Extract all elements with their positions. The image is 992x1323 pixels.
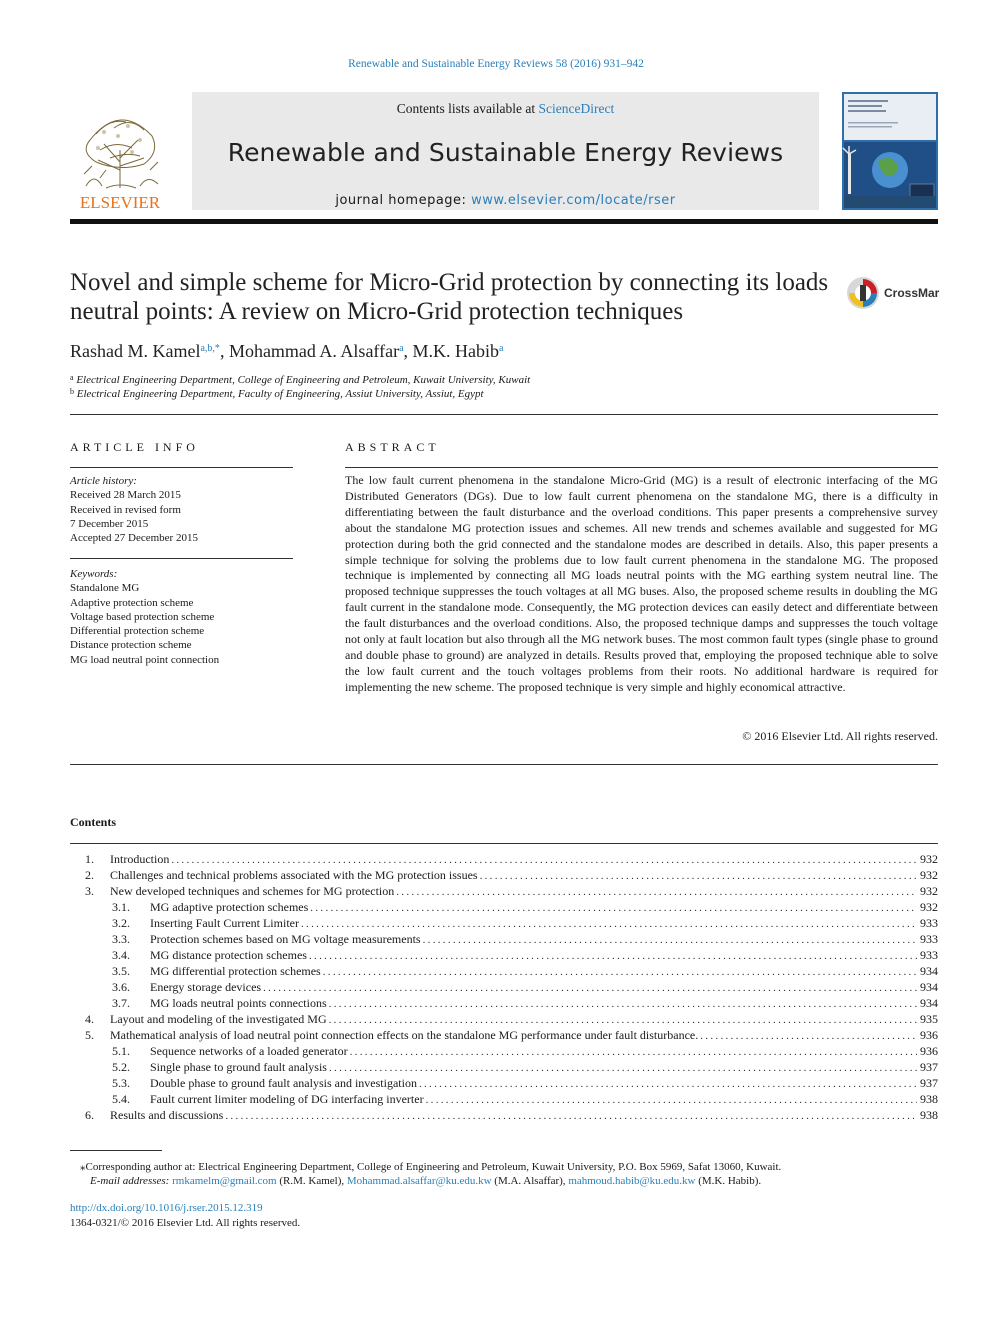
toc-row[interactable]	[70, 1107, 938, 1123]
divider	[70, 843, 938, 844]
toc-number: 2.	[85, 868, 94, 882]
toc-title[interactable]: New developed techniques and schemes for MG protection	[110, 884, 395, 898]
journal-homepage-line	[192, 193, 819, 208]
toc-number: 6.	[85, 1108, 94, 1122]
author-name[interactable]: Mohammad A. Alsaffar	[228, 341, 400, 361]
toc-entry[interactable]	[110, 1011, 938, 1028]
toc-entry[interactable]	[150, 963, 938, 980]
toc-entry[interactable]	[110, 867, 938, 884]
email-link[interactable]: Mohammad.alsaffar@ku.edu.kw	[346, 1175, 492, 1187]
toc-title[interactable]: Mathematical analysis of load neutral point connection effects on the standalone MG performance under fault disturbance.	[110, 1028, 699, 1042]
toc-title[interactable]: MG differential protection schemes	[150, 964, 321, 978]
elsevier-logo	[70, 100, 170, 212]
toc-page-number: 936	[920, 1028, 938, 1042]
toc-row[interactable]	[70, 1011, 938, 1027]
copyright-notice: © 2016 Elsevier Ltd. All rights reserved.	[742, 729, 938, 743]
toc-entry[interactable]	[150, 947, 938, 964]
sciencedirect-link[interactable]: ScienceDirect	[538, 101, 615, 116]
toc-number: 5.1.	[112, 1044, 130, 1058]
toc-number: 3.6.	[112, 980, 130, 994]
toc-page-number: 932	[920, 884, 938, 898]
email-link[interactable]: mahmoud.habib@ku.edu.kw	[568, 1175, 696, 1187]
table-of-contents	[70, 851, 938, 1123]
toc-row[interactable]	[70, 883, 938, 899]
divider	[70, 764, 938, 765]
toc-row[interactable]	[70, 867, 938, 883]
toc-leader-dots	[263, 980, 917, 996]
toc-leader-dots	[426, 1092, 917, 1108]
toc-row[interactable]	[70, 1043, 938, 1059]
history-line: Received 28 March 2015	[70, 489, 181, 502]
email-label: E-mail addresses:	[90, 1175, 170, 1187]
toc-number: 3.4.	[112, 948, 130, 962]
toc-entry[interactable]	[150, 915, 938, 932]
toc-number: 5.	[85, 1028, 94, 1042]
toc-number: 3.3.	[112, 932, 130, 946]
toc-entry[interactable]	[110, 851, 938, 868]
toc-number: 3.	[85, 884, 94, 898]
divider	[70, 558, 293, 559]
toc-number: 3.2.	[112, 916, 130, 930]
history-line: 7 December 2015	[70, 517, 149, 530]
toc-row[interactable]	[70, 995, 938, 1011]
contents-heading: Contents	[70, 815, 117, 829]
affiliation-mark: a	[70, 373, 74, 382]
toc-row[interactable]	[70, 947, 938, 963]
homepage-link[interactable]: www.elsevier.com/locate/rser	[471, 193, 676, 208]
keywords	[70, 567, 219, 667]
toc-row[interactable]	[70, 1091, 938, 1107]
toc-title[interactable]: Fault current limiter modeling of DG interfacing inverter	[150, 1092, 424, 1106]
article-history	[70, 474, 198, 545]
contents-available-line	[192, 101, 819, 117]
toc-number: 4.	[85, 1012, 94, 1026]
author-marks[interactable]: a	[399, 343, 404, 354]
divider	[70, 414, 938, 415]
toc-title[interactable]: MG distance protection schemes	[150, 948, 307, 962]
toc-page-number: 938	[920, 1092, 938, 1106]
homepage-prefix: journal homepage:	[335, 193, 472, 208]
toc-row[interactable]	[70, 979, 938, 995]
toc-leader-dots	[329, 996, 917, 1012]
toc-row[interactable]	[70, 931, 938, 947]
email-owner: (M.K. Habib).	[698, 1175, 762, 1187]
toc-entry[interactable]	[110, 883, 938, 900]
elsevier-wordmark: ELSEVIER	[79, 193, 161, 212]
toc-title[interactable]: MG loads neutral points connections	[150, 996, 327, 1010]
toc-number: 5.3.	[112, 1076, 130, 1090]
article-title: Novel and simple scheme for Micro-Grid protection by connecting its loads neutral points: A review on Micro-Grid protection techniques	[70, 269, 829, 325]
contents-prefix: Contents lists available at	[396, 101, 539, 116]
issn-line: 1364-0321/© 2016 Elsevier Ltd. All rights reserved.	[70, 1217, 301, 1229]
toc-leader-dots	[310, 900, 917, 916]
history-line: Accepted 27 December 2015	[70, 532, 198, 545]
toc-page-number: 937	[920, 1076, 938, 1090]
toc-row[interactable]	[70, 963, 938, 979]
footnote-divider	[70, 1150, 162, 1151]
keyword: MG load neutral point connection	[70, 653, 220, 666]
toc-title[interactable]: Sequence networks of a loaded generator	[150, 1044, 348, 1058]
toc-title[interactable]: Single phase to ground fault analysis	[150, 1060, 327, 1074]
toc-page-number: 932	[920, 868, 938, 882]
affiliation-mark: b	[70, 387, 74, 396]
affiliation-text: Electrical Engineering Department, Faculty of Engineering, Assiut University, Assiut, Egypt	[76, 388, 484, 400]
email-owner: (R.M. Kamel),	[279, 1175, 345, 1187]
toc-row[interactable]	[70, 851, 938, 867]
toc-row[interactable]	[70, 899, 938, 915]
toc-title[interactable]: Inserting Fault Current Limiter	[150, 916, 299, 930]
author-name[interactable]: Rashad M. Kamel	[70, 341, 201, 361]
toc-number: 3.5.	[112, 964, 130, 978]
toc-leader-dots	[225, 1108, 917, 1124]
toc-page-number: 933	[920, 916, 938, 930]
toc-entry[interactable]	[150, 995, 938, 1012]
toc-leader-dots	[309, 948, 917, 964]
toc-page-number: 932	[920, 900, 938, 914]
toc-page-number: 933	[920, 932, 938, 946]
toc-entry[interactable]	[150, 979, 938, 996]
toc-title[interactable]: Protection schemes based on MG voltage measurements	[150, 932, 421, 946]
abstract-heading: ABSTRACT	[345, 440, 440, 454]
toc-entry[interactable]	[110, 1107, 938, 1124]
keyword: Voltage based protection scheme	[70, 610, 215, 623]
affiliation	[70, 387, 484, 400]
toc-page-number: 933	[920, 948, 938, 962]
affiliation-text: Electrical Engineering Department, College of Engineering and Petroleum, Kuwait University, Kuwait	[76, 374, 531, 386]
toc-entry[interactable]	[150, 1043, 938, 1060]
toc-number: 3.7.	[112, 996, 130, 1010]
toc-page-number: 938	[920, 1108, 938, 1122]
journal-cover-image	[842, 92, 938, 210]
toc-row[interactable]	[70, 1075, 938, 1091]
toc-leader-dots	[350, 1044, 917, 1060]
author-separator: ,	[403, 341, 413, 361]
toc-entry[interactable]	[110, 1027, 938, 1044]
keywords-label: Keywords:	[70, 568, 118, 580]
toc-page-number: 932	[920, 852, 938, 866]
toc-leader-dots	[700, 1028, 917, 1044]
toc-leader-dots	[480, 868, 917, 884]
divider	[70, 467, 293, 468]
toc-number: 5.2.	[112, 1060, 130, 1074]
toc-title[interactable]: Layout and modeling of the investigated MG	[110, 1012, 327, 1026]
history-label: Article history:	[70, 475, 137, 487]
corresponding-author-note: ⁎Corresponding author at: Electrical Engineering Department, College of Engineering and Petroleum, Kuwait University, P.O. Box 5969, Safat 13060, Kuwait.	[80, 1161, 782, 1173]
header-rule	[70, 219, 938, 224]
toc-entry[interactable]	[150, 1091, 938, 1108]
crossmark-label: CrossMark	[884, 286, 940, 300]
email-link[interactable]: rmkamelm@gmail.com	[172, 1175, 277, 1187]
toc-page-number: 934	[920, 964, 938, 978]
affiliation	[70, 373, 530, 386]
doi-link[interactable]: http://dx.doi.org/10.1016/j.rser.2015.12.319	[70, 1202, 263, 1214]
toc-row[interactable]	[70, 1027, 938, 1043]
author-list	[70, 341, 503, 362]
toc-entry[interactable]	[150, 899, 938, 916]
author-marks[interactable]: a	[499, 343, 504, 354]
toc-title[interactable]: Double phase to ground fault analysis and investigation	[150, 1076, 417, 1090]
toc-page-number: 936	[920, 1044, 938, 1058]
toc-page-number: 934	[920, 996, 938, 1010]
keyword: Standalone MG	[70, 582, 140, 595]
toc-title[interactable]: Challenges and technical problems associated with the MG protection issues	[110, 868, 478, 882]
toc-page-number: 935	[920, 1012, 938, 1026]
toc-leader-dots	[396, 884, 917, 900]
keyword: Distance protection scheme	[70, 639, 192, 652]
author-marks[interactable]: a,b,*	[200, 343, 220, 354]
toc-leader-dots	[419, 1076, 917, 1092]
journal-citation[interactable]: Renewable and Sustainable Energy Reviews 58 (2016) 931–942	[348, 58, 644, 70]
article-info-heading: ARTICLE INFO	[70, 440, 199, 454]
toc-leader-dots	[171, 852, 917, 868]
toc-number: 5.4.	[112, 1092, 130, 1106]
email-addresses	[90, 1175, 940, 1187]
toc-leader-dots	[301, 916, 917, 932]
toc-title[interactable]: Results and discussions	[110, 1108, 224, 1122]
toc-leader-dots	[329, 1060, 917, 1076]
toc-title[interactable]: Energy storage devices	[150, 980, 262, 994]
author-name[interactable]: M.K. Habib	[412, 341, 500, 361]
author-separator: ,	[219, 341, 229, 361]
toc-row[interactable]	[70, 1059, 938, 1075]
toc-number: 1.	[85, 852, 94, 866]
crossmark-badge[interactable]	[846, 276, 940, 310]
keyword: Adaptive protection scheme	[70, 596, 194, 609]
toc-page-number: 934	[920, 980, 938, 994]
journal-title: Renewable and Sustainable Energy Reviews	[227, 138, 784, 167]
toc-entry[interactable]	[150, 1059, 938, 1076]
keyword: Differential protection scheme	[70, 625, 205, 638]
toc-leader-dots	[329, 1012, 917, 1028]
history-line: Received in revised form	[70, 503, 181, 516]
toc-entry[interactable]	[150, 931, 938, 948]
toc-title[interactable]: Introduction	[110, 852, 170, 866]
toc-title[interactable]: MG adaptive protection schemes	[150, 900, 309, 914]
toc-number: 3.1.	[112, 900, 130, 914]
divider	[345, 467, 938, 468]
toc-row[interactable]	[70, 915, 938, 931]
toc-leader-dots	[423, 932, 917, 948]
abstract-body: The low fault current phenomena in the standalone Micro-Grid (MG) is a result of electronic interfacing of the MG Distributed Generators (DGs). Due to low fault current phenomena on the standalone MG, there is a difficulty in differentiating between the fault disturbance and the overload conditions. This paper presents a comprehensive survey about the standalone MG protection issues and schemes. All new trends and schemes available and suggested for MG protection during both the grid connected and the standalone modes are described in details. Also, this paper presents a simple technique for solving the problems due to low fault current phenomena in the standalone MG. The proposed technique is implemented by connecting all MG loads neutral points with the MG earthing system neutral line. The proposed technique suppresses the touch voltages at all MG buses. Also, the proposed scheme results in doubling the MG fault current in the standalone mode. Consequently, the MG protection devices can easily detect and differentiate between the fault disturbances and the overload conditions. Also, the proposed technique damps and suppresses the touch voltage not only at fault location but also through all the MG network buses. The most common fault types (single phase to ground and double phase to ground) are analyzed in details. Results proved that, employing the proposed technique able to solve the low fault current and the touch voltages problems from their roots. No additional hardware is required for implementing the new scheme. The proposed technique is very simple and highly economical attractive.	[345, 473, 938, 694]
toc-leader-dots	[323, 964, 917, 980]
toc-entry[interactable]	[150, 1075, 938, 1092]
toc-page-number: 937	[920, 1060, 938, 1074]
email-owner: (M.A. Alsaffar),	[494, 1175, 566, 1187]
